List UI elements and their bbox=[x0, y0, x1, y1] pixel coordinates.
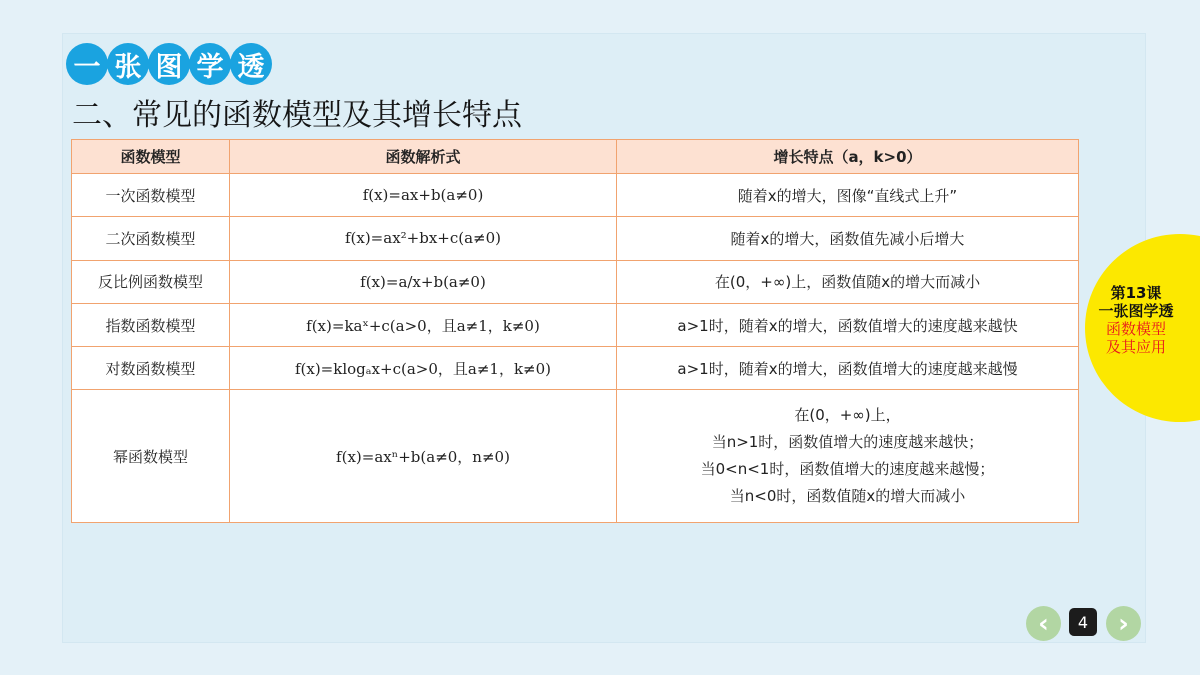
formula-cell: f(x)=axⁿ+b(a≠0，n≠0) bbox=[230, 390, 617, 523]
title-badge: 图 bbox=[148, 43, 190, 85]
model-cell: 一次函数模型 bbox=[72, 174, 230, 217]
header-model: 函数模型 bbox=[72, 140, 230, 174]
feature-line: 当n<0时，函数值随x的增大而减小 bbox=[729, 487, 966, 506]
title-badges bbox=[66, 43, 271, 85]
title-badge: 学 bbox=[189, 43, 231, 85]
title-badge: 透 bbox=[230, 43, 272, 85]
model-cell: 指数函数模型 bbox=[72, 303, 230, 346]
table-row bbox=[72, 174, 1079, 217]
feature-cell: 随着x的增大，函数值先减小后增大 bbox=[617, 217, 1079, 260]
lesson-series: 一张图学透 bbox=[1098, 302, 1174, 320]
feature-cell: 在(0，+∞)上，函数值随x的增大而减小 bbox=[617, 260, 1079, 303]
lesson-number: 第13课 bbox=[1110, 284, 1162, 302]
page-number: 4 bbox=[1069, 608, 1097, 636]
model-cell: 二次函数模型 bbox=[72, 217, 230, 260]
header-feature: 增长特点（a，k>0） bbox=[617, 140, 1079, 174]
formula-cell: f(x)=kaˣ+c(a>0，且a≠1，k≠0) bbox=[230, 303, 617, 346]
model-cell: 反比例函数模型 bbox=[72, 260, 230, 303]
model-cell: 幂函数模型 bbox=[72, 390, 230, 523]
section-heading: 二、常见的函数模型及其增长特点 bbox=[72, 98, 522, 133]
table-header-row bbox=[72, 140, 1079, 174]
model-cell: 对数函数模型 bbox=[72, 347, 230, 390]
feature-cell: a>1时，随着x的增大，函数值增大的速度越来越慢 bbox=[617, 347, 1079, 390]
table-row bbox=[72, 303, 1079, 346]
feature-line: 当0<n<1时，函数值增大的速度越来越慢； bbox=[700, 460, 995, 479]
title-badge: 一 bbox=[66, 43, 108, 85]
function-models-table bbox=[71, 139, 1079, 523]
table-row bbox=[72, 347, 1079, 390]
feature-cell bbox=[617, 390, 1079, 523]
formula-cell: f(x)=a/x+b(a≠0) bbox=[230, 260, 617, 303]
formula-cell: f(x)=ax²+bx+c(a≠0) bbox=[230, 217, 617, 260]
lesson-badge-text bbox=[1081, 284, 1191, 356]
formula-cell: f(x)=klogₐx+c(a>0，且a≠1，k≠0) bbox=[230, 347, 617, 390]
feature-line: 当n>1时，函数值增大的速度越来越快； bbox=[711, 433, 984, 452]
formula-cell: f(x)=ax+b(a≠0) bbox=[230, 174, 617, 217]
chevron-right-icon: › bbox=[1118, 608, 1129, 639]
lesson-topic-sub: 及其应用 bbox=[1105, 338, 1166, 356]
title-badge: 张 bbox=[107, 43, 149, 85]
feature-cell: a>1时，随着x的增大，函数值增大的速度越来越快 bbox=[617, 303, 1079, 346]
prev-page-button[interactable] bbox=[1026, 606, 1061, 641]
next-page-button[interactable] bbox=[1106, 606, 1141, 641]
feature-cell: 随着x的增大，图像“直线式上升” bbox=[617, 174, 1079, 217]
table-row bbox=[72, 217, 1079, 260]
table-row bbox=[72, 260, 1079, 303]
feature-line: 在(0，+∞)上， bbox=[794, 406, 901, 425]
lesson-topic: 函数模型 bbox=[1105, 320, 1166, 338]
chevron-left-icon: ‹ bbox=[1038, 608, 1049, 639]
header-formula: 函数解析式 bbox=[230, 140, 617, 174]
table-row bbox=[72, 390, 1079, 523]
